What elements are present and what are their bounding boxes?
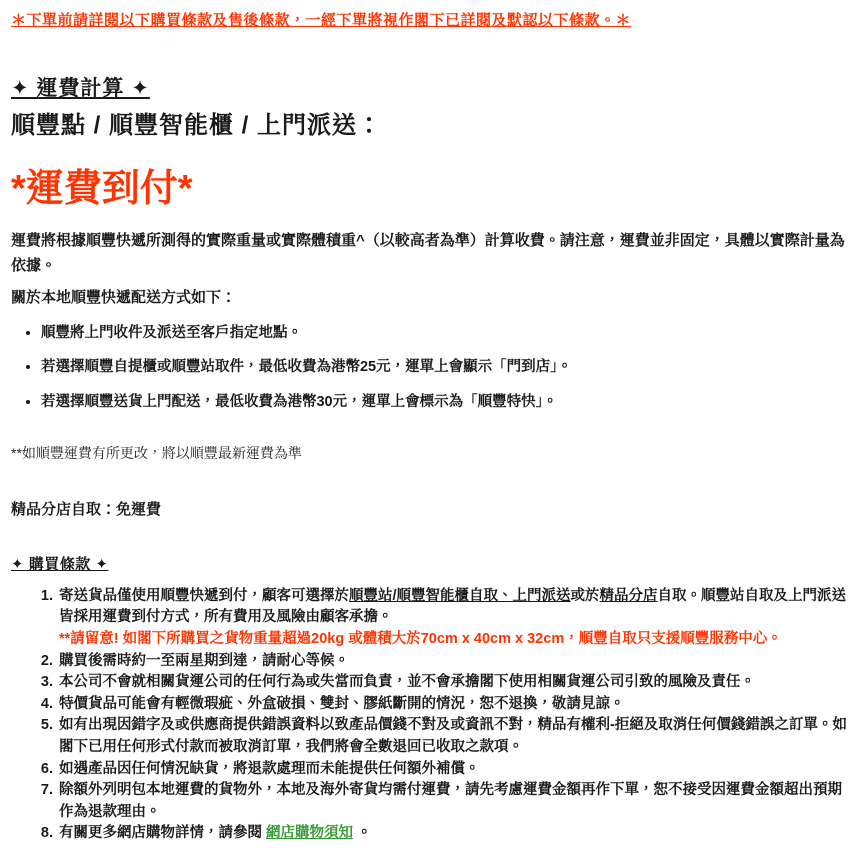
purchase-terms-list <box>11 586 847 845</box>
online-shop-guide-link[interactable]: 網店購物須知 <box>266 825 354 842</box>
fee-calculation-paragraph: 運費將根據順豐快遞所測得的實際重量或實際體積重^（以較高者為準）計算收費。請注意，運費並非固定，具體以實際計量為依據。 <box>11 231 845 275</box>
top-order-notice: ＊下單前請詳閱以下購買條款及售後條款，一經下單將視作閣下已詳閱及默認以下條款。＊ <box>11 12 632 29</box>
weight-size-limit-warning: **請留意! 如閣下所購買之貨物重量超過20kg 或體積大於70cm x 40cm x 32cm，順豐自取只支援順豐服務中心。 <box>59 631 782 648</box>
term-1-pickup-options-emphasis: 順豐站/順豐智能櫃自取、上門派送 <box>349 587 571 604</box>
term-item-5: 5. 如有出現因錯字及或供應商提供錯誤資料以致產品價錢不對及或資訊不對，精品有權利-拒絕及取消任何價錢錯誤之訂單。如閣下已用任何形式付款而被取消訂單，我們將會全數退回已收取之款項。 <box>57 715 847 758</box>
list-item-locker-station-fee: • 若選擇順豐自提櫃或順豐站取件，最低收費為港幣25元，運單上會顯示「門到店」。 <box>41 357 847 379</box>
term-item-8 <box>57 823 847 845</box>
term-1-text-b: 或於 <box>570 587 600 604</box>
delivery-methods-list <box>11 323 847 414</box>
fee-change-note: **如順豐運費有所更改，將以順豐最新運費為準 <box>11 444 302 461</box>
list-item-door-pickup: • 順豐將上門收件及派送至客戶指定地點。 <box>41 323 847 345</box>
delivery-methods-intro: 關於本地順豐快遞配送方式如下： <box>11 289 237 307</box>
term-item-3: 3. 本公司不會就相關貨運公司的任何行為或失當而負責，並不會承擔閣下使用相關貨運公司引致的風險及責任。 <box>57 672 847 694</box>
store-pickup-free-note: 精品分店自取：免運費 <box>11 500 162 518</box>
term-item-7: 7. 除額外列明包本地運費的貨物外，本地及海外寄貨均需付運費，請先考慮運費金額再作下單，恕不接受因運費金額超出預期作為退款理由。 <box>57 780 847 823</box>
term-8-text-b: 。 <box>353 825 372 842</box>
term-item-2: 2. 購買後需時約一至兩星期到達，請耐心等候。 <box>57 651 847 673</box>
term-1-text-a: 寄送貨品僅使用順豐快遞到付，顧客可選擇於 <box>59 587 349 604</box>
term-1-store-emphasis: 精品分店 <box>599 587 658 604</box>
term-8-text-a: 有關更多網店購物詳情，請參閱 <box>59 825 267 842</box>
list-item-home-delivery-fee: • 若選擇順豐送貨上門配送，最低收費為港幣30元，運單上會標示為「順豐特快」。 <box>41 392 847 414</box>
term-1-text-c: 自取。順豐站自取及上門派送皆採用運費到付方式，所有費用及風險由顧客承擔。 <box>59 587 847 626</box>
term-item-6: 6. 如遇產品因任何情況缺貨，將退款處理而未能提供任何額外補償。 <box>57 759 847 781</box>
delivery-options-subheading: 順豐點 / 順豐智能櫃 / 上門派送： <box>11 112 383 139</box>
term-item-4: 4. 特價貨品可能會有輕微瑕疵、外盒破損、雙封、膠紙斷開的情況，恕不退換，敬請見諒。 <box>57 694 847 716</box>
purchase-terms-heading: ✦ 購買條款 ✦ <box>11 555 109 573</box>
freight-collect-highlight: *運費到付* <box>11 168 193 210</box>
shipping-fee-heading: ✦ 運費計算 ✦ <box>11 77 150 100</box>
term-item-1 <box>57 586 847 651</box>
